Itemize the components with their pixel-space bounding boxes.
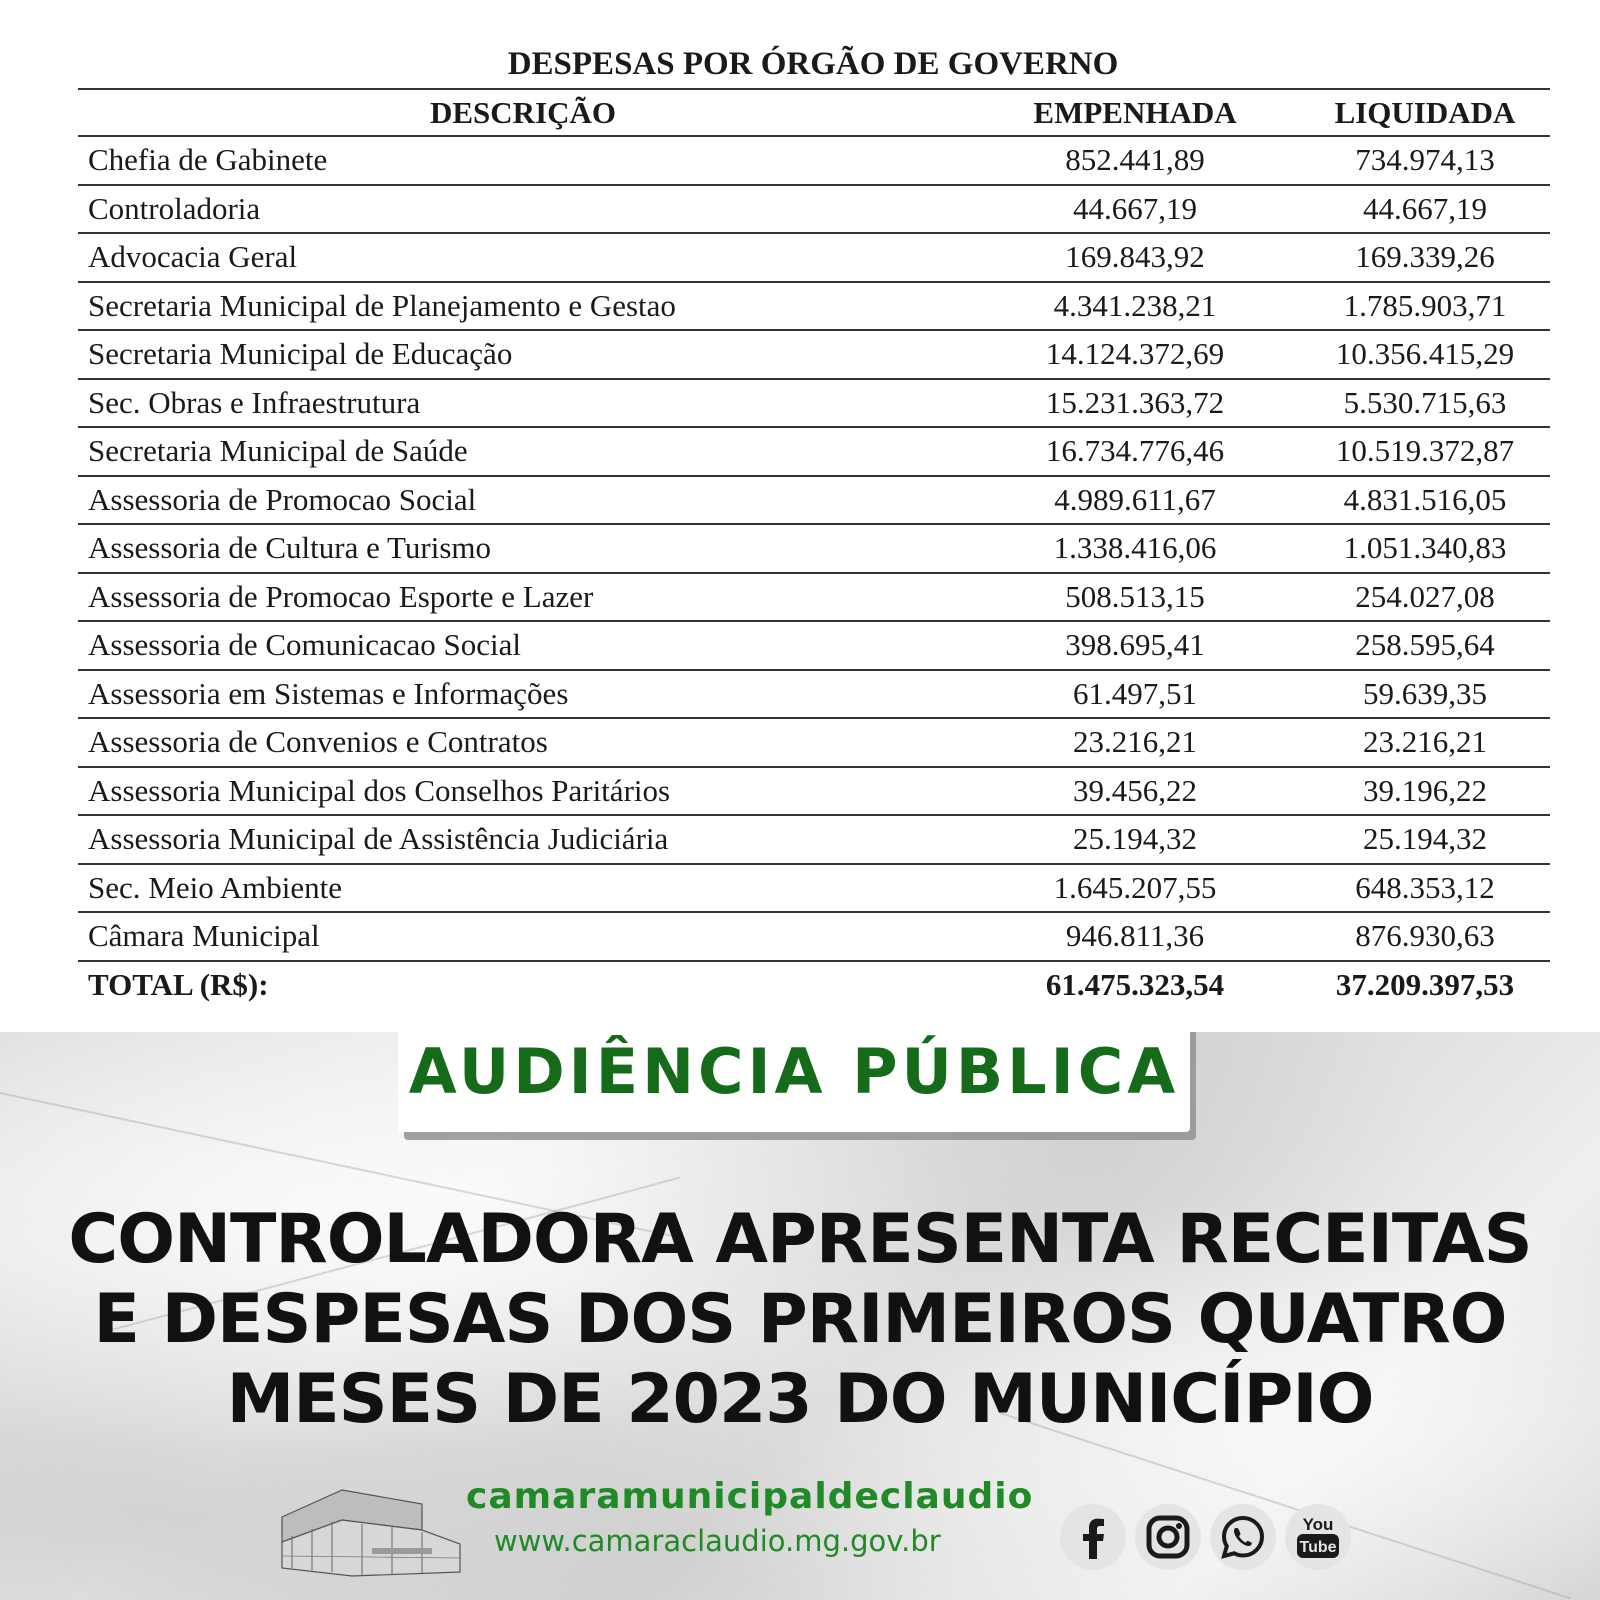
row-empenhada: 4.989.611,67 xyxy=(1054,481,1216,517)
table-row xyxy=(78,232,1550,281)
row-descricao: Sec. Meio Ambiente xyxy=(88,869,342,905)
table-row xyxy=(78,766,1550,815)
instagram-icon[interactable] xyxy=(1135,1504,1201,1570)
table-row xyxy=(78,523,1550,572)
row-liquidada: 4.831.516,05 xyxy=(1343,481,1507,517)
row-liquidada: 254.027,08 xyxy=(1355,578,1495,614)
row-empenhada: 1.645.207,55 xyxy=(1053,869,1217,905)
row-liquidada: 44.667,19 xyxy=(1363,190,1487,226)
badge-text: AUDIÊNCIA PÚBLICA xyxy=(408,1034,1180,1108)
table-header-row xyxy=(78,88,1550,135)
table-row xyxy=(78,378,1550,427)
row-empenhada: 946.811,36 xyxy=(1065,918,1205,954)
row-empenhada: 39.456,22 xyxy=(1073,772,1197,808)
table-row xyxy=(78,717,1550,766)
whatsapp-icon[interactable] xyxy=(1210,1504,1276,1570)
row-liquidada: 1.785.903,71 xyxy=(1343,287,1507,323)
row-descricao: Assessoria de Promocao Esporte e Lazer xyxy=(88,578,594,614)
row-empenhada: 25.194,32 xyxy=(1073,821,1197,857)
headline-line-2: E DESPESAS DOS PRIMEIROS QUATRO xyxy=(93,1280,1507,1359)
row-empenhada: 852.441,89 xyxy=(1065,142,1205,178)
table-title: DESPESAS POR ÓRGÃO DE GOVERNO xyxy=(507,46,1119,82)
row-liquidada: 258.595,64 xyxy=(1355,627,1495,663)
table-row xyxy=(78,135,1550,184)
row-liquidada: 876.930,63 xyxy=(1355,918,1495,954)
youtube-icon[interactable] xyxy=(1285,1504,1351,1570)
row-liquidada: 10.519.372,87 xyxy=(1335,433,1515,469)
table-row xyxy=(78,184,1550,233)
site-url[interactable]: www.camaraclaudio.mg.gov.br xyxy=(494,1524,941,1558)
expenses-table xyxy=(78,88,1550,1008)
site-name: camaramunicipaldeclaudio xyxy=(466,1476,1034,1517)
table-row xyxy=(78,475,1550,524)
row-empenhada: 508.513,15 xyxy=(1065,578,1205,614)
row-empenhada: 15.231.363,72 xyxy=(1045,384,1225,420)
row-descricao: Assessoria Municipal dos Conselhos Paritários xyxy=(88,772,671,808)
row-liquidada: 5.530.715,63 xyxy=(1343,384,1507,420)
table-total-row xyxy=(78,960,1550,1009)
row-empenhada: 44.667,19 xyxy=(1073,190,1197,226)
row-liquidada: 734.974,13 xyxy=(1355,142,1495,178)
row-liquidada: 23.216,21 xyxy=(1363,724,1487,760)
row-empenhada: 61.497,51 xyxy=(1073,675,1197,711)
row-empenhada: 1.338.416,06 xyxy=(1053,530,1217,566)
total-empenhada: 61.475.323,54 xyxy=(1045,966,1225,1002)
header-empenhada: EMPENHADA xyxy=(1033,94,1237,130)
row-descricao: Sec. Obras e Infraestrutura xyxy=(88,384,421,420)
row-descricao: Advocacia Geral xyxy=(88,239,298,275)
table-row xyxy=(78,620,1550,669)
table-row xyxy=(78,281,1550,330)
total-liquidada: 37.209.397,53 xyxy=(1335,966,1515,1002)
row-empenhada: 16.734.776,46 xyxy=(1045,433,1225,469)
row-descricao: Secretaria Municipal de Saúde xyxy=(88,433,468,469)
row-liquidada: 1.051.340,83 xyxy=(1343,530,1507,566)
row-empenhada: 23.216,21 xyxy=(1073,724,1197,760)
table-row xyxy=(78,814,1550,863)
facebook-icon[interactable] xyxy=(1060,1504,1126,1570)
row-liquidada: 648.353,12 xyxy=(1355,869,1495,905)
row-descricao: Assessoria de Convenios e Contratos xyxy=(88,724,548,760)
total-label: TOTAL (R$): xyxy=(88,966,269,1002)
row-liquidada: 59.639,35 xyxy=(1363,675,1487,711)
row-descricao: Secretaria Municipal de Educação xyxy=(88,336,513,372)
audiencia-badge xyxy=(398,1032,1190,1132)
row-liquidada: 25.194,32 xyxy=(1363,821,1487,857)
row-liquidada: 39.196,22 xyxy=(1363,772,1487,808)
table-row xyxy=(78,329,1550,378)
table-row xyxy=(78,426,1550,475)
headline-line-1: CONTROLADORA APRESENTA RECEITAS xyxy=(68,1200,1532,1279)
row-descricao: Assessoria Municipal de Assistência Judiciária xyxy=(88,821,669,857)
headline xyxy=(60,1200,1540,1440)
youtube-you-text: You xyxy=(1302,1515,1334,1534)
row-liquidada: 10.356.415,29 xyxy=(1335,336,1515,372)
headline-line-3: MESES DE 2023 DO MUNICÍPIO xyxy=(226,1360,1374,1439)
row-descricao: Assessoria de Cultura e Turismo xyxy=(88,530,491,566)
table-row xyxy=(78,863,1550,912)
camara-building-logo xyxy=(272,1472,468,1582)
table-row xyxy=(78,669,1550,718)
row-descricao: Assessoria de Promocao Social xyxy=(88,481,477,517)
table-row xyxy=(78,572,1550,621)
row-empenhada: 14.124.372,69 xyxy=(1045,336,1225,372)
row-descricao: Assessoria de Comunicacao Social xyxy=(88,627,522,663)
row-empenhada: 398.695,41 xyxy=(1065,627,1205,663)
row-descricao: Secretaria Municipal de Planejamento e Gestao xyxy=(88,287,676,323)
row-descricao: Câmara Municipal xyxy=(88,918,320,954)
row-descricao: Assessoria em Sistemas e Informações xyxy=(88,675,569,711)
header-liquidada: LIQUIDADA xyxy=(1334,94,1516,130)
row-descricao: Controladoria xyxy=(88,190,261,226)
row-empenhada: 4.341.238,21 xyxy=(1053,287,1217,323)
row-liquidada: 169.339,26 xyxy=(1355,239,1495,275)
table-row xyxy=(78,911,1550,960)
row-descricao: Chefia de Gabinete xyxy=(88,142,328,178)
poster-banner xyxy=(0,1032,1600,1600)
row-empenhada: 169.843,92 xyxy=(1065,239,1205,275)
youtube-tube-text: Tube xyxy=(1299,1539,1337,1556)
header-descricao: DESCRIÇÃO xyxy=(429,94,617,130)
